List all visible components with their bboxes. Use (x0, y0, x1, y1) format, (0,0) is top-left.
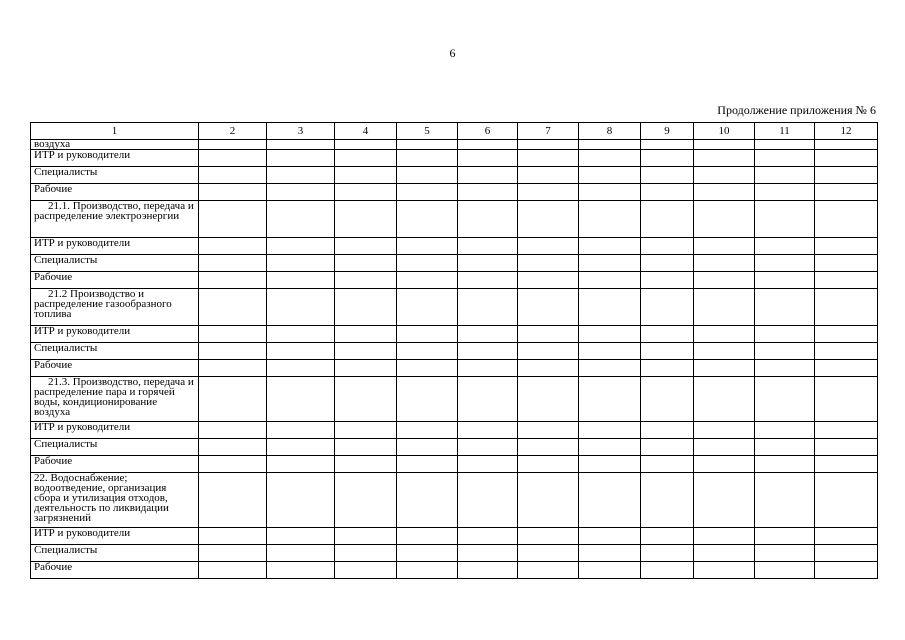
table-row (31, 422, 878, 439)
row-label: Рабочие (31, 272, 199, 289)
table-row (31, 326, 878, 343)
column-header: 11 (755, 123, 815, 140)
section-label: 21.1. Производство, передача и распределение электроэнергии (31, 201, 199, 238)
row-label: воздуха (31, 140, 199, 150)
table-row (31, 255, 878, 272)
page-number: 6 (449, 46, 456, 60)
table-row (31, 272, 878, 289)
row-label: Специалисты (31, 343, 199, 360)
table-row (31, 545, 878, 562)
row-label: Специалисты (31, 545, 199, 562)
column-header: 4 (335, 123, 397, 140)
table-row (31, 456, 878, 473)
table-row (31, 140, 878, 150)
row-label: Рабочие (31, 562, 199, 579)
section-label: 21.2 Производство и распределение газообразного топлива (31, 289, 199, 326)
table-row (31, 238, 878, 255)
column-header: 5 (397, 123, 458, 140)
table-row-section (31, 377, 878, 422)
row-label: Специалисты (31, 255, 199, 272)
table-header-row (31, 123, 878, 140)
row-label: Рабочие (31, 456, 199, 473)
row-label: Рабочие (31, 360, 199, 377)
row-label: Рабочие (31, 184, 199, 201)
table-row (31, 184, 878, 201)
row-label: ИТР и руководители (31, 422, 199, 439)
table-row (31, 562, 878, 579)
table-row (31, 343, 878, 360)
row-label: Специалисты (31, 167, 199, 184)
column-header: 1 (31, 123, 199, 140)
section-label: 22. Водоснабжение; водоотведение, организация сбора и утилизация отходов, деятельность по ликвидации загрязнений (31, 473, 199, 528)
column-header: 8 (579, 123, 641, 140)
table-row (31, 167, 878, 184)
column-header: 2 (199, 123, 267, 140)
column-header: 12 (815, 123, 878, 140)
column-header: 6 (458, 123, 518, 140)
appendix-continuation-label: Продолжение приложения № 6 (717, 103, 876, 117)
column-header: 10 (694, 123, 755, 140)
row-label: ИТР и руководители (31, 238, 199, 255)
section-label: 21.3. Производство, передача и распределение пара и горячей воды, кондиционирование воздуха (31, 377, 199, 422)
column-header: 9 (641, 123, 694, 140)
table-row-section (31, 473, 878, 528)
row-label: Специалисты (31, 439, 199, 456)
table-row (31, 528, 878, 545)
row-label: ИТР и руководители (31, 326, 199, 343)
table-row-section (31, 289, 878, 326)
row-label: ИТР и руководители (31, 528, 199, 545)
table-row (31, 439, 878, 456)
table-row (31, 360, 878, 377)
column-header: 3 (267, 123, 335, 140)
table-row-section (31, 201, 878, 238)
column-header: 7 (518, 123, 579, 140)
table-row (31, 150, 878, 167)
row-label: ИТР и руководители (31, 150, 199, 167)
data-table (30, 122, 878, 579)
